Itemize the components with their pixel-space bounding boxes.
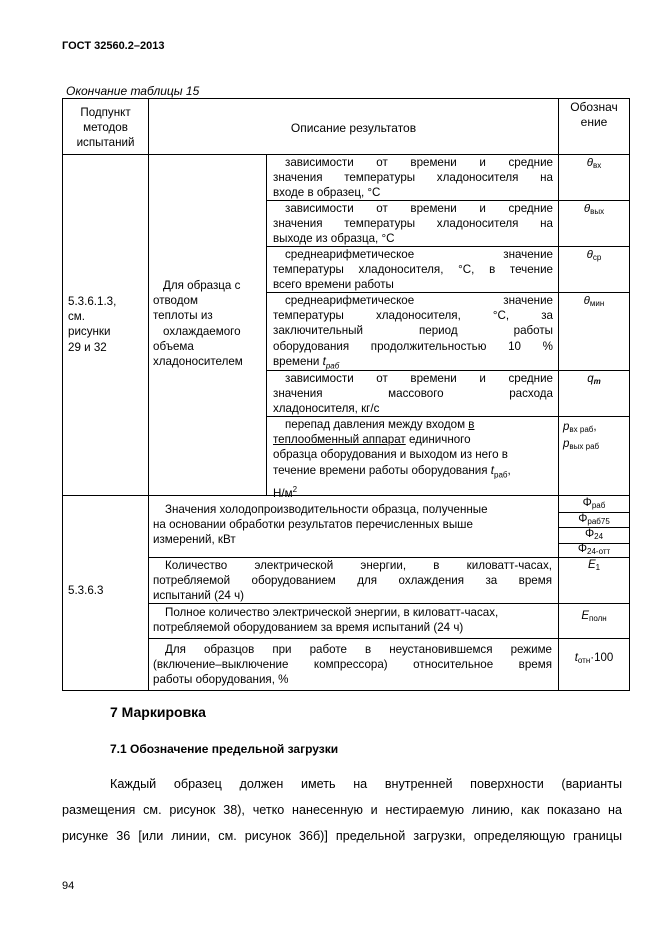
col-header-description: Описание результатов — [290, 121, 417, 135]
symbol-e1: $E_1$ — [587, 559, 601, 572]
section-heading: 7 Маркировка — [110, 704, 206, 720]
symbol-t-rel: $t_{отн}\cdot 100$ — [574, 652, 614, 665]
result-row-mean-temp: среднеарифметическое значение температуры хладоносителя, °С, в течение всего времени работы — [273, 248, 553, 292]
symbol-theta-mean: $\theta_{ср}$ — [586, 249, 602, 262]
symbol-theta-in: $\theta_{вх}$ — [586, 157, 602, 170]
document-header: ГОСТ 32560.2–2013 — [62, 40, 165, 52]
subclause-5-3-6-1-3: 5.3.6.1.3, см. рисунки 29 и 32 — [68, 295, 117, 354]
table-caption: Окончание таблицы 15 — [66, 84, 200, 98]
symbol-theta-min: $\theta_{мин}$ — [583, 295, 605, 308]
symbol-q-m: $q_m$ — [587, 373, 601, 386]
result-row-outlet-temp: зависимости от времени и средние значения температуры хладоносителя на выходе из образца, °С — [273, 202, 553, 246]
result-row-final-temp: среднеарифметическое значение температуры хладоносителя, °С, за заключительный период работы оборудования продолжительностью 10 % времени $t_{раб}$ — [273, 294, 553, 371]
symbol-p-pressures: $p_{вх раб}$, $p_{вых раб}$ — [563, 421, 600, 451]
symbol-e-total: $E_{полн}$ — [581, 610, 607, 623]
symbol-phi-work: $\Phi_{раб}$ — [582, 497, 606, 510]
symbol-theta-out: $\theta_{вых}$ — [583, 203, 605, 216]
page-number: 94 — [62, 880, 75, 892]
result-row-relative-time: Для образцов при работе в неустановившемся режиме (включение–выключение компрессора) относительное время работы оборудования, % — [153, 643, 552, 687]
result-row-energy-cooling: Количество электрической энергии, в киловатт-часах, потребляемой оборудованием для охлаждения за время испытаний (24 ч) — [153, 559, 552, 603]
result-row-mass-flow: зависимости от времени и средние значения массового расхода хладоносителя, кг/с — [273, 372, 553, 416]
col-header-designation: Обознач ение — [570, 100, 618, 130]
subclause-5-3-6-3: 5.3.6.3 — [68, 584, 104, 597]
result-row-energy-total: Полное количество электрической энергии, в киловатт-часах, потребляемой оборудованием за время испытаний (24 ч) — [153, 606, 499, 635]
sample-type-cell: Для образца с отводом теплоты из охлаждаемого объема хладоносителем — [153, 279, 243, 369]
result-row-cooling-capacity: Значения холодопроизводительности образца, полученные на основании обработки результатов перечисленных выше измерений, кВт — [153, 503, 488, 547]
result-row-pressure-drop: перепад давления между входом в теплообменный аппарат единичного образца оборудования и выходом из него в течение времени работы оборудования $t_{раб}$, $Н/м^2$ — [273, 418, 511, 500]
col-header-subclause: Подпункт методов испытаний — [76, 106, 135, 150]
result-row-inlet-temp: зависимости от времени и средние значения температуры хладоносителя на входе в образец, °С — [273, 156, 553, 200]
subsection-heading: 7.1 Обозначение предельной загрузки — [110, 742, 339, 756]
symbol-phi-24: $\Phi_{24}$ — [584, 528, 604, 541]
body-paragraph: Каждый образец должен иметь на внутренней поверхности (варианты размещения см. рисунок 38), четко нанесенную и нестираемую линию, как показано на рисунке 36 [или линии, см. рисунок 36б)] предельной загрузки, определяющую границы — [62, 777, 622, 843]
symbol-phi-work75: $\Phi_{раб75}$ — [578, 513, 610, 526]
symbol-phi-24-off: $\Phi_{24-отт}$ — [577, 543, 611, 556]
